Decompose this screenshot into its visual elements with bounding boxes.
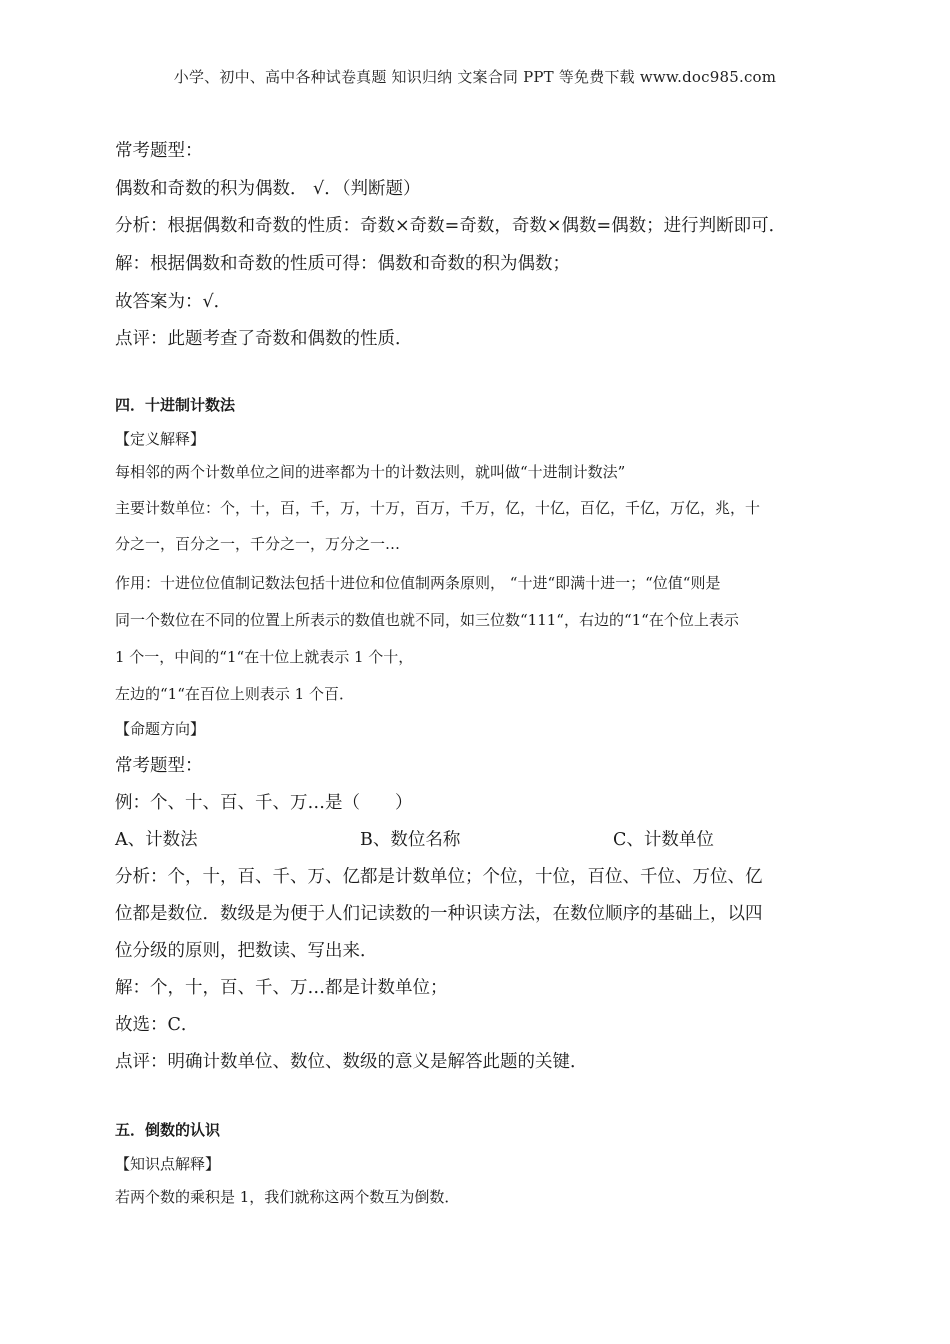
choice-b: B、数位名称 bbox=[360, 830, 461, 850]
text-line: 若两个数的乘积是 1，我们就称这两个数互为倒数． bbox=[115, 1188, 460, 1206]
text-line: 位分级的原则，把数读、写出来． bbox=[115, 941, 378, 961]
text-line: 1 个一，中间的“1“在十位上就表示 1 个十， bbox=[115, 648, 414, 666]
section-tag: 【知识点解释】 bbox=[115, 1155, 221, 1173]
text-line: 故选：C． bbox=[115, 1015, 199, 1035]
choice-c: C、计数单位 bbox=[613, 830, 714, 850]
text-line: 故答案为：√． bbox=[115, 292, 232, 312]
choice-a: A、计数法 bbox=[115, 830, 198, 850]
page-header: 小学、初中、高中各种试卷真题 知识归纳 文案合同 PPT 等免费下载 www.doc985.com bbox=[173, 68, 777, 86]
section-title: 四．十进制计数法 bbox=[115, 396, 236, 414]
text-line: 分之一，百分之一，千分之一，万分之一… bbox=[115, 535, 401, 553]
section-title: 五．倒数的认识 bbox=[115, 1121, 221, 1139]
text-line: 左边的“1“在百位上则表示 1 个百． bbox=[115, 685, 354, 703]
text-line: 主要计数单位：个，十，百，千，万，十万，百万，千万，亿，十亿，百亿，千亿，万亿，兆，十 bbox=[115, 499, 761, 517]
section-tag: 【命题方向】 bbox=[115, 720, 206, 738]
text-line: 解：个，十，百、千、万…都是计数单位； bbox=[115, 978, 448, 998]
text-line: 作用：十进位位值制记数法包括十进位和位值制两条原则， “十进“即满十进一；“位值“则是 bbox=[115, 574, 721, 592]
text-line: 常考题型： bbox=[115, 141, 203, 161]
text-line: 分析：个，十，百、千、万、亿都是计数单位；个位，十位，百位、千位、万位、亿 bbox=[115, 867, 763, 887]
text-line: 点评：此题考查了奇数和偶数的性质． bbox=[115, 329, 413, 349]
text-line: 偶数和奇数的积为偶数． √．（判断题） bbox=[115, 179, 421, 199]
text-line: 同一个数位在不同的位置上所表示的数值也就不同，如三位数“111“，右边的“1“在个位上表示 bbox=[115, 611, 739, 629]
text-line: 位都是数位．数级是为便于人们记读数的一种识读方法，在数位顺序的基础上，以四 bbox=[115, 904, 763, 924]
question-text: 例：个、十、百、千、万…是（ ） bbox=[115, 793, 413, 813]
section-tag: 【定义解释】 bbox=[115, 430, 206, 448]
text-line: 点评：明确计数单位、数位、数级的意义是解答此题的关键． bbox=[115, 1052, 588, 1072]
text-line: 常考题型： bbox=[115, 756, 203, 776]
text-line: 解：根据偶数和奇数的性质可得：偶数和奇数的积为偶数； bbox=[115, 254, 570, 274]
text-line: 每相邻的两个计数单位之间的进率都为十的计数法则，就叫做“十进制计数法” bbox=[115, 463, 626, 481]
text-line: 分析：根据偶数和奇数的性质：奇数×奇数=奇数，奇数×偶数=偶数；进行判断即可． bbox=[115, 216, 787, 236]
